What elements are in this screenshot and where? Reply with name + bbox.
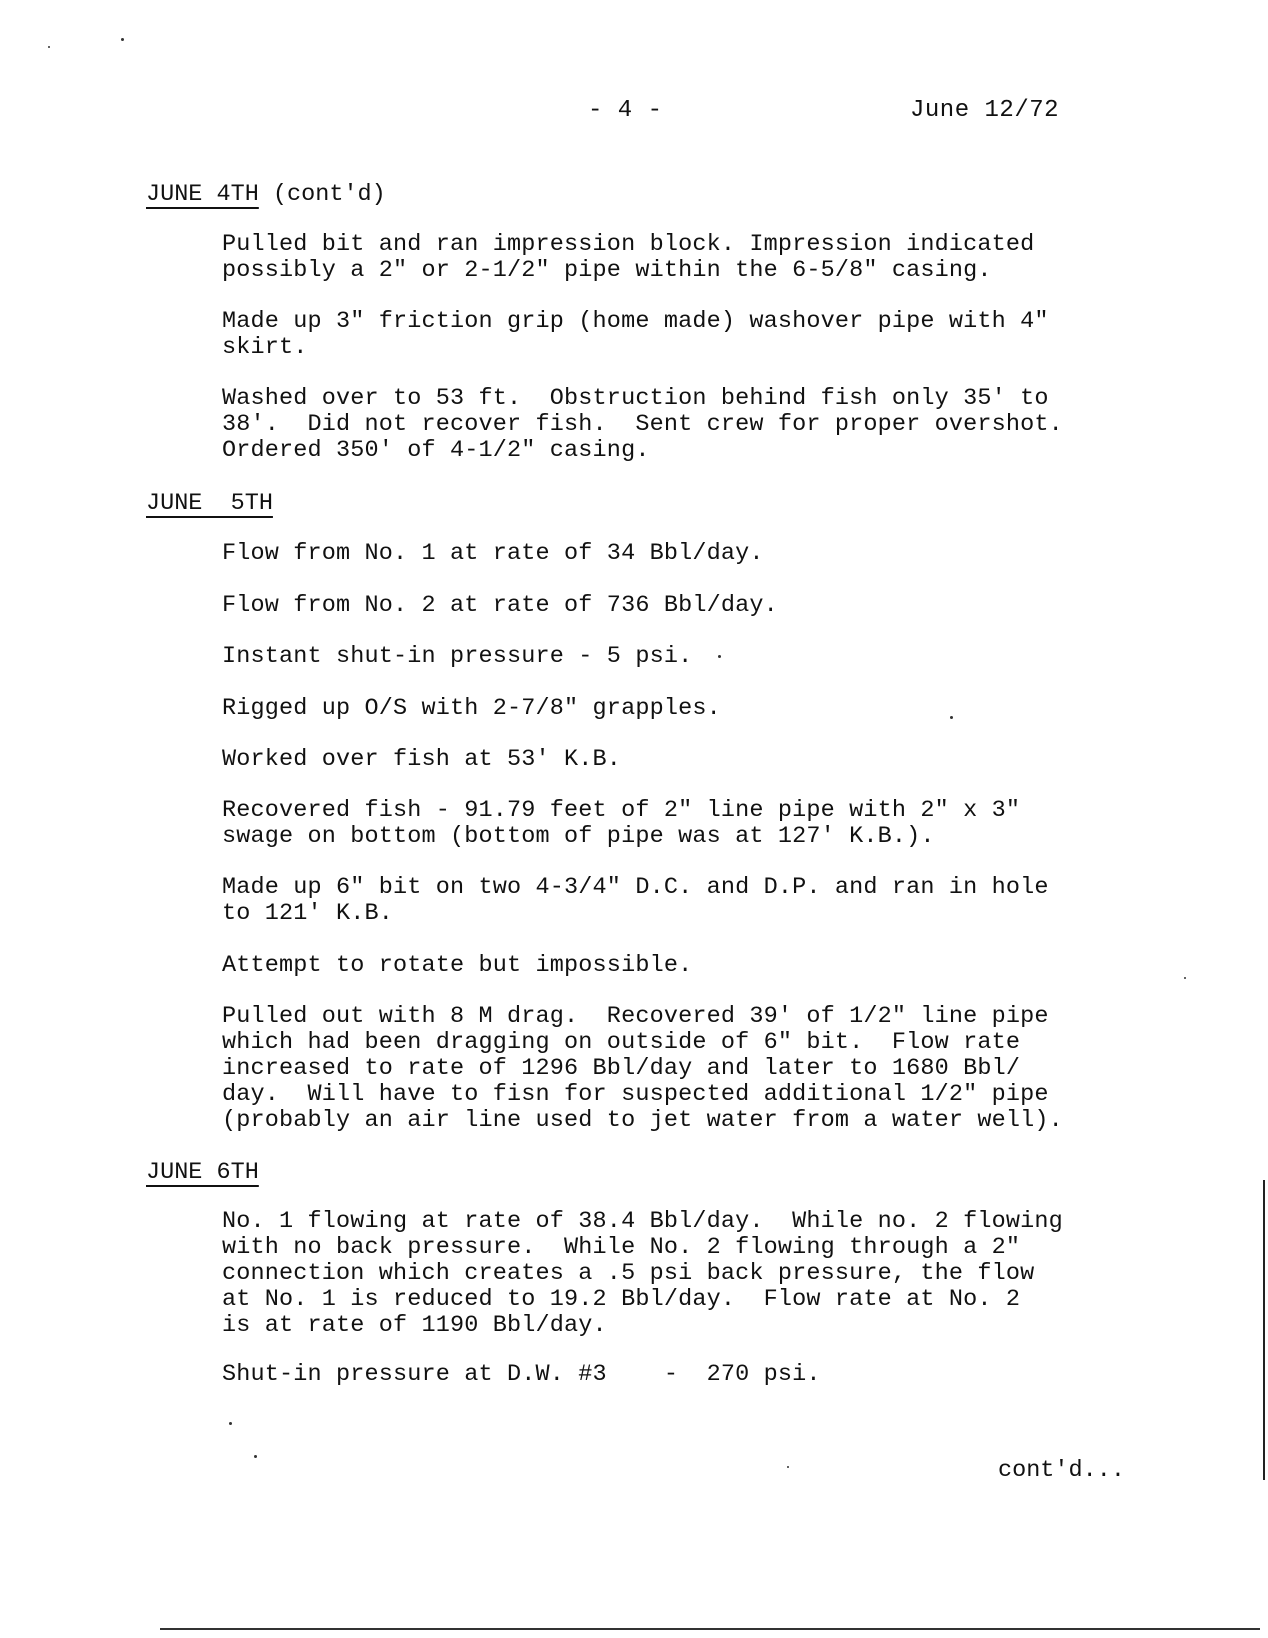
paragraph: Instant shut-in pressure - 5 psi. [222, 643, 693, 670]
scan-edge-line [1263, 1180, 1265, 1480]
page-number: - 4 - [588, 97, 663, 124]
scan-speck [950, 716, 953, 719]
section-day: JUNE 4TH [146, 181, 259, 208]
scan-speck [254, 1455, 257, 1458]
paragraph: Recovered fish - 91.79 feet of 2" line pipe with 2" x 3" swage on bottom (bottom of pipe was at 127' K.B.). [222, 797, 1021, 850]
paragraph: Flow from No. 1 at rate of 34 Bbl/day. [222, 540, 764, 567]
scan-speck [718, 655, 721, 658]
paragraph: Washed over to 53 ft. Obstruction behind fish only 35' to 38'. Did not recover fish. Sent crew for proper overshot. Ordered 350' of 4-1/2" casing. [222, 385, 1063, 464]
section-heading-june-5 [146, 490, 273, 517]
scan-speck [229, 1422, 232, 1425]
scan-speck [48, 46, 50, 48]
paragraph: Made up 6" bit on two 4-3/4" D.C. and D.P. and ran in hole to 121' K.B. [222, 874, 1049, 927]
scan-bottom-line [160, 1628, 1260, 1630]
continued-note: cont'd... [998, 1457, 1125, 1484]
paragraph: Pulled bit and ran impression block. Impression indicated possibly a 2" or 2-1/2" pipe within the 6-5/8" casing. [222, 231, 1035, 284]
section-heading-june-4 [146, 181, 386, 208]
paragraph: Pulled out with 8 M drag. Recovered 39' of 1/2" line pipe which had been dragging on outside of 6" bit. Flow rate increased to rate of 1296 Bbl/day and later to 1680 Bbl/ day. Will have to fisn for suspected additional 1/2" pipe (probably an air line used to jet water from a water well). [222, 1003, 1063, 1134]
paragraph: Worked over fish at 53' K.B. [222, 746, 622, 773]
paragraph: Rigged up O/S with 2-7/8" grapples. [222, 695, 721, 722]
paragraph: No. 1 flowing at rate of 38.4 Bbl/day. While no. 2 flowing with no back pressure. While No. 2 flowing through a 2" connection which creates a .5 psi back pressure, the flow at No. 1 is reduced to 19.2 Bbl/day. Flow rate at No. 2 is at rate of 1190 Bbl/day. [222, 1208, 1063, 1339]
paragraph: Shut-in pressure at D.W. #3 - 270 psi. [222, 1361, 821, 1388]
section-day: JUNE 5TH [146, 490, 273, 517]
scan-speck [121, 38, 124, 41]
scan-speck [787, 1466, 789, 1468]
section-heading-june-6 [146, 1159, 259, 1186]
page-date: June 12/72 [910, 97, 1060, 124]
section-day: JUNE 6TH [146, 1159, 259, 1186]
paragraph: Attempt to rotate but impossible. [222, 952, 693, 979]
scan-speck [1184, 977, 1186, 979]
paragraph: Made up 3" friction grip (home made) washover pipe with 4" skirt. [222, 308, 1049, 361]
paragraph: Flow from No. 2 at rate of 736 Bbl/day. [222, 592, 778, 619]
section-suffix: (cont'd) [258, 181, 386, 208]
